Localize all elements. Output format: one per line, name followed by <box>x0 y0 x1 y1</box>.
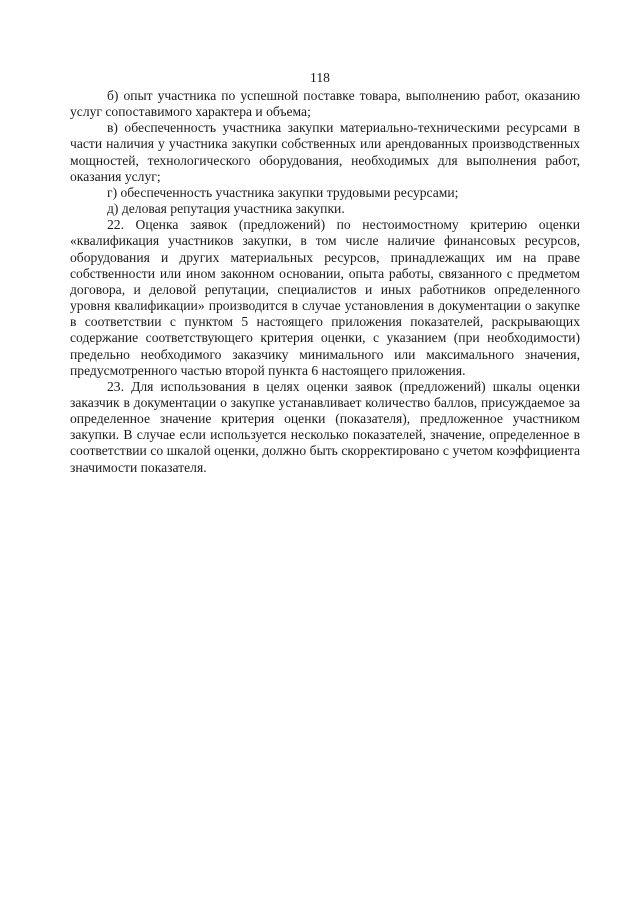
paragraph-clause-22: 22. Оценка заявок (предложений) по нестоимостному критерию оценки «квалификация участников закупки, в том числе наличие финансовых ресурсов, оборудования и других материальных ресурсов, принадлежащих им на праве собственности или ином законном основании, опыта работы, связанного с предметом договора, и деловой репутации, специалистов и иных работников определенного уровня квалификации» производится в случае установления в документации о закупке в соответствии с пунктом 5 настоящего приложения показателей, раскрывающих содержание соответствующего критерия оценки, с указанием (при необходимости) предельно необходимого заказчику минимального или максимального значения, предусмотренного частью второй пункта 6 настоящего приложения. <box>70 217 580 378</box>
document-body <box>70 88 580 476</box>
paragraph-item-b: б) опыт участника по успешной поставке товара, выполнению работ, оказанию услуг сопоставимого характера и объема; <box>70 88 580 120</box>
paragraph-item-d: д) деловая репутация участника закупки. <box>107 201 345 217</box>
paragraph-item-v: в) обеспеченность участника закупки материально-техническими ресурсами в части наличия у участника закупки собственных или арендованных производственных мощностей, технологического оборудования, необходимых для выполнения работ, оказания услуг; <box>70 120 580 184</box>
page-number: 118 <box>310 70 330 85</box>
paragraph-item-g: г) обеспеченность участника закупки трудовыми ресурсами; <box>107 184 459 200</box>
paragraph-clause-23: 23. Для использования в целях оценки заявок (предложений) шкалы оценки заказчик в документации о закупке устанавливает количество баллов, присуждаемое за определенное значение критерия оценки (показателя), предложенное участником закупки. В случае если используется несколько показателей, значение, определенное в соответствии со шкалой оценки, должно быть скорректировано с учетом коэффициента значимости показателя. <box>70 378 580 475</box>
